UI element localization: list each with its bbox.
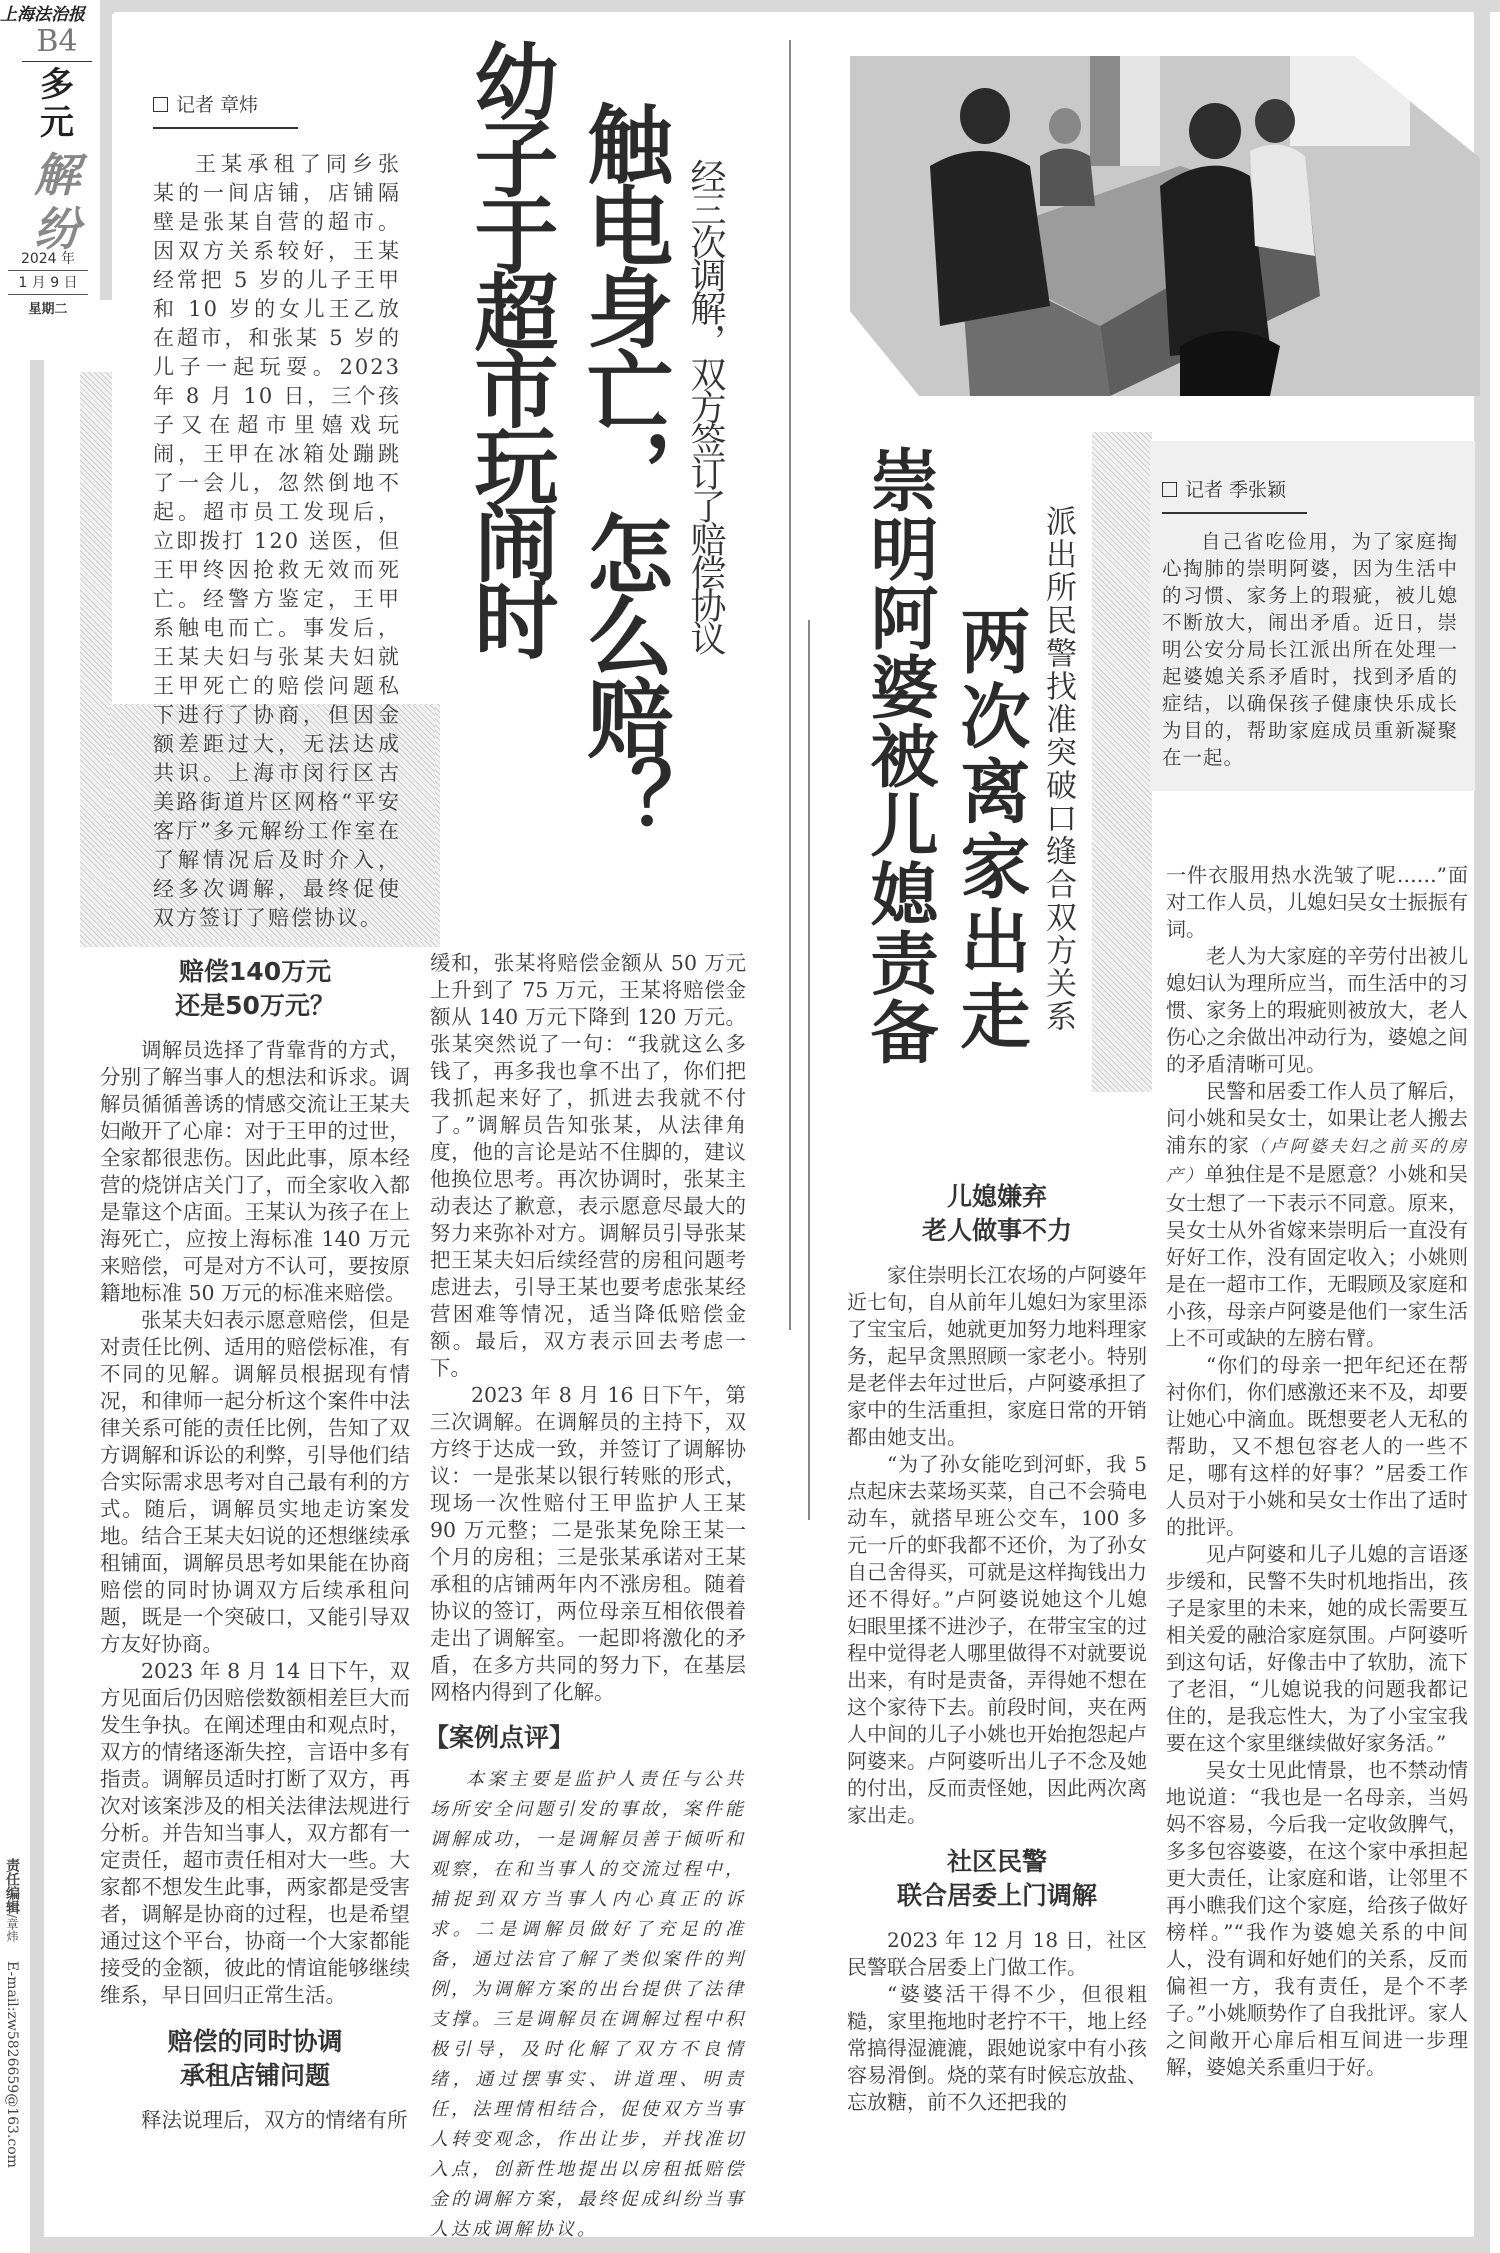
date-block [8,248,88,317]
article2-intro [1162,528,1458,771]
paragraph: 老人为大家庭的辛劳付出被儿媳妇认为理所应当，而生活中的习惯、家务上的瑕疵则被放大，老人伤心之余做出冲动行为，婆媳之间的矛盾清晰可见。 [1166,944,1468,1076]
paragraph: “为了孙女能吃到河虾，我 5 点起床去菜场买菜，自己不会骑电动车，就搭早班公交车，100 多元一斤的虾我都不还价，为了孙女自己舍得买，可就是这样掏钱出力还不得好。”卢阿婆说她这个儿媳妇眼里揉不进沙子，在带宝宝的过程中觉得老人哪里做得不对就要说出来，有时是责备，弄得她不想在这个家待下去。前段时间，夹在两人中间的儿子小姚也开始抱怨起卢阿婆来。卢阿婆听出儿子不念及她的付出，反而责怪她，因此两次离家出走。 [847,1452,1147,1827]
article1-headline-second: 触电身亡，怎么赔？ [572,100,673,838]
intro-text: 王某承租了同乡张某的一间店铺，店铺隔壁是张某自营的超市。因双方关系较好，王某经常把 5 岁的儿子王甲和 10 岁的女儿王乙放在超市，和张某 5 岁的儿子一起玩耍。2023 年 8 月 10 日，三个孩子又在超市里嬉戏玩闹，王甲在冰箱处蹦跳了一会儿，忽然倒地不起。超市员工发现后，立即拨打 120 送医，但王甲终因抢救无效而死亡。经警方鉴定，王甲系触电而亡。事发后，王某夫妇与张某夫妇就王甲死亡的赔偿问题私下进行了协商，但因金额差距过大，无法达成共识。上海市闵行区古美路街道片区网格“平安客厅”多元解纷工作室在了解情况后及时介入，经多次调解，最终促使双方签订了赔偿协议。 [153,152,401,930]
article1-intro [153,150,401,933]
frame-top [110,0,1500,12]
page-number: B4 [22,24,92,62]
article2-subtitle: 派出所民警找准突破口缝合双方关系 [1040,505,1076,1033]
section-line1: 多元 [40,65,74,143]
column-divider [789,40,791,1330]
paragraph: 2023 年 8 月 14 日下午，双方见面后仍因赔偿数额相差巨大而发生争执。在阐述理由和观点时，双方的情绪逐渐失控，言语中多有指责。调解员适时打断了双方，再次对该案涉及的相关法律法规进行分析。并告知当事人，双方都有一定责任，超市责任相对大一些。大家都不想发生此事，两家都是受害者，调解是协商的过程，也是希望通过这个平台，协商一个大家都能接受的金额，彼此的情谊能够继续维系，早日回归正常生活。 [100,1659,410,2007]
divider-left-article2 [808,620,810,1520]
note-text: （卢阿婆夫妇之前买的房产） [1166,1137,1469,1186]
news-photo [850,56,1480,396]
article1-subtitle: 经三次调解，双方签订了赔偿协议 [685,158,726,653]
paragraph: 缓和，张某将赔偿金额从 50 万元上升到了 75 万元，王某将赔偿金额从 140 万元下降到 120 万元。张某突然说了一句：“我就这么多钱了，再多我也拿不出了，你们把我抓起来好了，抓进去我就不付了。”调解员告知张某，从法律角度，他的言论是站不住脚的，建议他换位思考。再次协调时，张某主动表达了歉意，表示愿意尽最大的努力来弥补对方。调解员引导张某把王某夫妇后续经营的房租问题考虑进去，引导王某也要考虑张某经营困难等情况，适当降低赔偿金额。最后，双方表示回去考虑一下。 [430,951,746,1380]
article2-headline-second: 两次离家出走 [949,605,1032,1055]
comment-heading: 【案例点评】 [424,1723,575,1752]
section-line2: 解纷 [34,148,80,256]
section-name [22,66,92,256]
paragraph: 2023 年 8 月 16 日下午，第三次调解。在调解员的主持下，双方终于达成一致，并签订了调解协议：一是张某以银行转账的形式，现场一次性赔付王甲监护人王某 90 万元整；二是张某免除王某一个月的房租；三是张某承诺对王某承租的店铺两年内不涨房租。随着协议的签订，两位母亲互相依偎着走出了调解室。一起即将激化的矛盾，在多方共同的努力下，在基层网格内得到了化解。 [430,1383,746,1704]
byline-text: 记者 章炜 [176,94,259,116]
paragraph: “你们的母亲一把年纪还在帮衬你们，你们感激还来不及，却要让她心中滴血。既想要老人无私的帮助，又不想包容老人的一些不足，哪有这样的好事？”居委工作人员对于小姚和吴女士作出了适时的批评。 [1166,1353,1468,1539]
article2-headline-main: 崇明阿婆被儿媳责备 [859,445,939,1066]
text: 单独住是不是愿意？小姚和吴女士想了一下表示不同意。原来，吴女士从外省嫁来崇明后一直没有好好工作，没有固定收入；小姚则是在一超市工作，无暇顾及家庭和小孩，母亲卢阿婆是他们一家生活上不可或缺的左膀右臂。 [1166,1162,1469,1350]
article2-byline [1162,475,1307,514]
editor-label: 责任编辑 [4,1858,20,1914]
editor-email[interactable]: E-mail:zw5826659@163.com [4,1960,20,2168]
heading-line: 还是50万元？ [175,991,335,1020]
article1-section2-heading [100,2025,410,2093]
paragraph: 家住崇明长江农场的卢阿婆年近七旬，自从前年儿媳妇为家里添了宝宝后，她就更加努力地料理家务，起早贪黑照顾一家老小。特别是老伴去年过世后，卢阿婆承担了家中的生活重担，家庭日常的开销都由她支出。 [847,1263,1147,1449]
heading-line: 联合居委上门调解 [896,1881,1097,1910]
paragraph: 一件衣服用热水洗皱了呢……”面对工作人员，儿媳妇吴女士振振有词。 [1166,863,1468,941]
heading-line: 承租店铺问题 [179,2061,330,2090]
paragraph [1166,1078,1468,1352]
article1-section1-heading [100,955,410,1023]
paragraph: 见卢阿婆和儿子儿媳的言语逐步缓和，民警不失时机地指出，孩子是家里的未来，她的成长需要互相关爱的融洽家庭氛围。卢阿婆听到这句话，好像击中了软肋，流下了老泪，“儿媳说我的问题我都记住的，是我忘性大，为了小宝宝我要在这个家里继续做好家务活。” [1166,1542,1468,1755]
paragraph: 2023 年 12 月 18 日，社区民警联合居委上门做工作。 [847,1928,1147,1979]
heading-line: 老人做事不力 [921,1216,1072,1245]
article1-headline-main: 幼子于超市玩闹时 [461,38,560,654]
article1-col1 [100,955,410,2134]
paragraph: 张某夫妇表示愿意赔偿，但是对责任比例、适用的赔偿标准，有不同的见解。调解员根据现有情况，和律师一起分析这个案件中法律关系可能的责任比例，告知了双方调解和诉讼的利弊，引导他们结合实际需求思考对自己最有利的方式。随后，调解员实地走访案发地。结合王某夫妇说的还想继续承租铺面，调解员思考如果能在协商赔偿的同时协调双方后续承租问题，既是一个突破口，又能引导双方友好协商。 [100,1308,410,1656]
frame-left [30,360,44,2237]
heading-line: 儿媳嫌弃 [946,1182,1047,1211]
heading-line: 赔偿140万元 [178,957,332,986]
square-icon [1162,482,1177,497]
square-icon [153,97,168,112]
intro-text: 自己省吃俭用，为了家庭掏心掏肺的崇明阿婆，因为生活中的习惯、家务上的瑕疵，被儿媳不断放大，闹出矛盾。近日，崇明公安分局长江派出所在处理一起婆媳关系矛盾时，找到矛盾的症结，以确保孩子健康快乐成长为目的，帮助家庭成员重新凝聚在一起。 [1162,530,1458,769]
frame-bottom [30,2237,1490,2253]
article1-byline [153,90,298,129]
date-day: 1 月 9 日 [8,271,88,295]
hatch-strip [1092,432,1152,1092]
paragraph: 吴女士见此情景，也不禁动情地说道：“我也是一名母亲，当妈妈不容易，今后我一定收敛脾气，多多包容婆婆，在这个家中承担起更大责任，让家庭和谐，让邻里不再小瞧我们这个家庭，给孩子做好榜样。”“我作为婆媳关系的中间人，没有调和好她们的关系，反而偏袒一方，我有责任，是个不孝子。”小姚顺势作了自我批评。家人之间敞开心扉后相互间进一步理解，婆媳关系重归于好。 [1166,1758,1468,2079]
paragraph: “婆婆活干得不少，但很粗糙，家里拖地时老拧不干，地上经常搞得湿漉漉，跟她说家中有小孩容易滑倒。烧的菜有时候忘放盐、忘放糖，前不久还把我的 [847,1982,1147,2114]
article2-section1-heading [847,1180,1147,1248]
article2-col1 [847,1180,1147,2116]
heading-line: 赔偿的同时协调 [167,2027,343,2056]
masthead: 上海法治报 [0,5,85,25]
editor-credit [2,1858,22,2167]
date-year: 2024 年 [8,248,88,271]
editor-name: /章炜 [5,1914,19,1943]
article2-col2 [1166,862,1468,2081]
article2-section2-heading [847,1845,1147,1913]
text: 民警和居委工作人员了解后，问小姚和吴女士，如果让老人搬去浦东的家 [1166,1079,1468,1157]
byline-text: 记者 季张颖 [1185,479,1287,501]
photo-police-mediation-scene [850,56,1480,396]
article1-col2 [424,950,746,2245]
paragraph: 释法说理后，双方的情绪有所 [141,2108,408,2132]
paragraph: 调解员选择了背靠背的方式，分别了解当事人的想法和诉求。调解员循循善诱的情感交流让王某夫妇敞开了心扉：对于王甲的过世，全家都很悲伤。因此此事，原本经营的烧饼店关门了，而全家收入都是靠这个店面。王某认为孩子在上海死亡，应按上海标准 140 万元来赔偿，可是对方不认可，要按原籍地标准 50 万元的标准来赔偿。 [100,1038,410,1305]
date-weekday: 星期二 [28,302,68,317]
heading-line: 社区民警 [946,1847,1047,1876]
case-comment: 本案主要是监护人责任与公共场所安全问题引发的事故，案件能调解成功，一是调解员善于倾听和观察，在和当事人的交流过程中，捕捉到双方当事人内心真正的诉求。二是调解员做好了充足的准备，通过法官了解了类似案件的判例，为调解方案的出台提供了法律支撑。三是调解员在调解过程中积极引导，及时化解了双方不良情绪，通过摆事实、讲道理、明责任，法理情相结合，促使双方当事人转变观念，作出让步，并找准切入点，创新性地提出以房租抵赔偿金的调解方案，最终促成纠纷当事人达成调解协议。 [430,1769,746,2240]
